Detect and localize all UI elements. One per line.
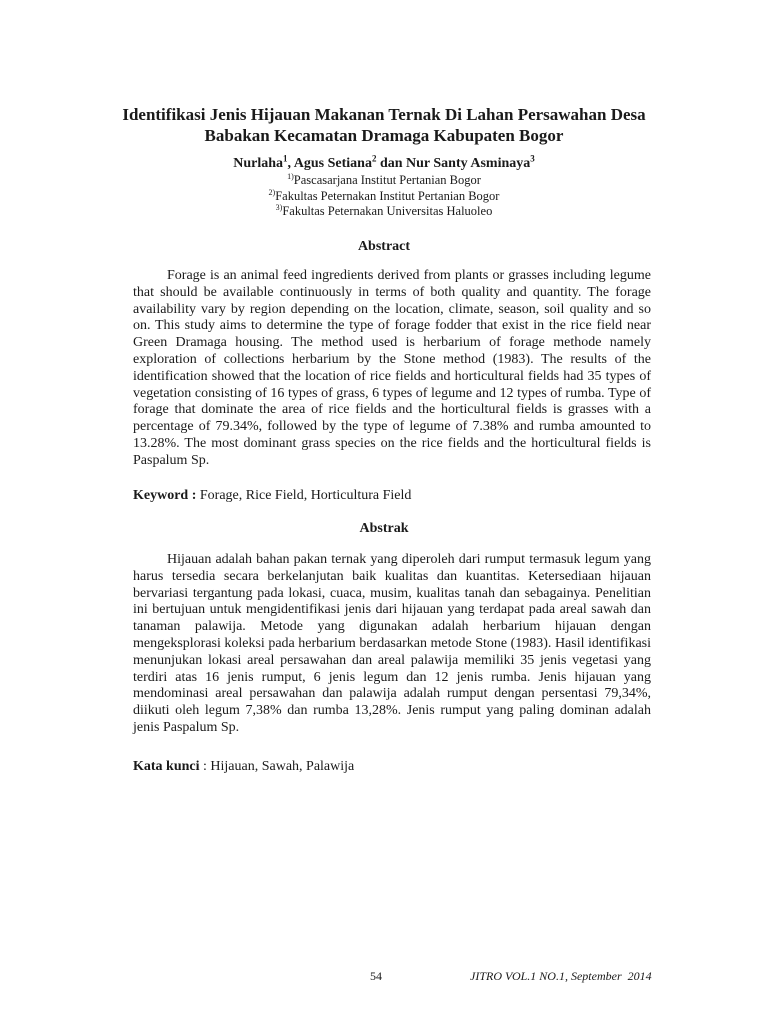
author-sup: 2 — [371, 153, 377, 164]
author-name: Nur Santy Asminaya — [406, 156, 531, 171]
paper-title — [100, 104, 668, 146]
keywords — [133, 487, 651, 505]
kata-kunci-label: Kata kunci — [133, 759, 200, 774]
affiliation-text: Pascasarjana Institut Pertanian Bogor — [293, 173, 481, 187]
affiliation-text: Fakultas Peternakan Institut Pertanian Bogor — [275, 188, 500, 203]
title-line-2: Babakan Kecamatan Dramaga Kabupaten Bogor — [204, 126, 564, 145]
title-line-1: Identifikasi Jenis Hijauan Makanan Ternak Di Lahan Persawahan Desa — [122, 105, 646, 124]
author-separator: dan — [376, 156, 407, 171]
author-sup: 1 — [283, 153, 288, 164]
author-name: Nurlaha — [233, 156, 284, 171]
abstrak-body: Hijauan adalah bahan pakan ternak yang diperoleh dari rumput termasuk legum yang harus tersedia secara berkelanjutan baik kualitas dan kuantitas. Ketersediaan hijauan bervariasi tergantung pada lokasi, cuaca, musim, kualitas tanah dan sebagainya. Penelitian ini bertujuan untuk mengidentifikasi jenis dari hijauan yang terdapat pada areal sawah dan tanaman palawija. Metode yang digunakan adalah herbarium hijauan dengan mengeksplorasi koleksi pada herbarium berdasarkan metode Stone (1983). Hasil identifikasi menunjukan lokasi areal persawahan dan areal palawija memiliki 35 jenis vegetasi yang terdiri atas 16 jenis rumput, 6 jenis legum dan 12 jenis rumba. Jenis hijauan yang mendominasi areal persawahan dan palawija adalah rumput dengan persentasi 79,34%, diikuti oleh legum 7,38% dan rumba 13,28%. Jenis rumput yang paling dominan adalah jenis Paspalum Sp. — [133, 552, 651, 735]
author-sup: 3 — [530, 153, 535, 164]
author-list — [100, 155, 668, 173]
journal-citation: JITRO VOL.1 NO.1, September 2014 — [470, 969, 652, 983]
abstrak-heading: Abstrak — [359, 521, 409, 536]
affiliation-sup: 3) — [275, 202, 283, 212]
kata-kunci — [133, 758, 651, 776]
kata-kunci-text: : Hijauan, Sawah, Palawija — [199, 759, 355, 774]
affiliation — [100, 189, 668, 205]
affiliation-sup: 1) — [287, 171, 294, 181]
affiliation-sup: 2) — [268, 187, 276, 197]
author-name: Agus Setiana — [293, 156, 372, 171]
abstract-body: Forage is an animal feed ingredients derived from plants or grasses including legume that should be available continuously in terms of both quality and quantity. The forage availability vary by region depending on the location, climate, season, soil quality and so on. This study aims to determine the type of forage fodder that exist in the rice field near Green Dramaga housing. The method used is herbarium of forage methode namely exploration of collections herbarium by the Stone method (1983). The results of the identification showed that the location of rice fields and horticultural fields had 35 types of vegetation consisting of 16 types of grass, 6 types of legume and 12 types of rumba. Type of forage that dominate the area of rice fields and the horticultural fields is grasses with a percentage of 79.34%, followed by the type of legume of 7.38% and rumba amounted to 13.28%. The most dominant grass species on the rice fields and the horticultural fields is Paspalum Sp. — [133, 268, 651, 468]
keywords-text: Forage, Rice Field, Horticultura Field — [196, 488, 412, 503]
affiliation — [100, 204, 668, 220]
affiliation-list — [100, 173, 668, 220]
affiliation-text: Fakultas Peternakan Universitas Haluoleo — [282, 204, 493, 218]
author-separator: , — [287, 156, 294, 171]
keywords-label: Keyword : — [133, 488, 197, 503]
page-number: 54 — [370, 969, 382, 983]
affiliation — [100, 173, 668, 189]
abstract-heading: Abstract — [357, 239, 411, 254]
